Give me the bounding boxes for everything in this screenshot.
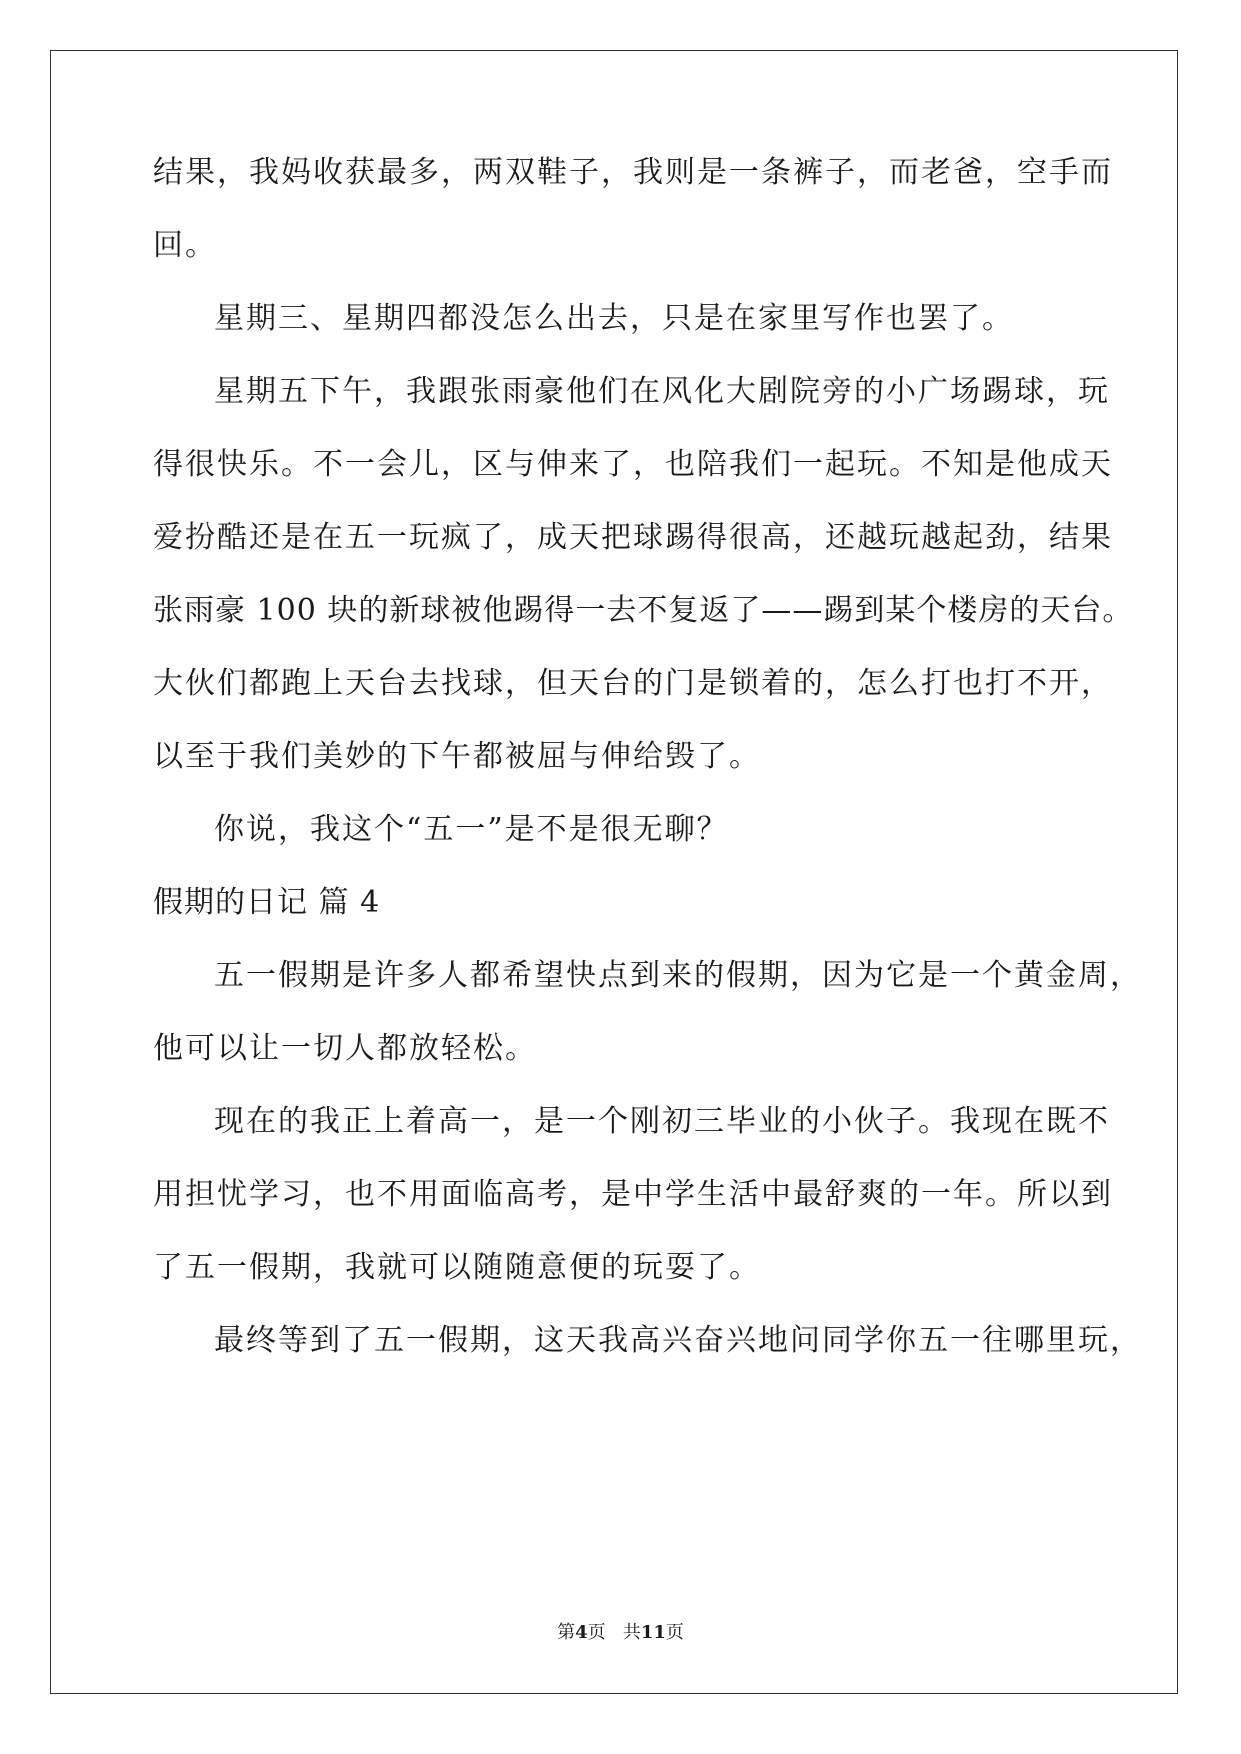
text-line: 张雨豪 100 块的新球被他踢得一去不复返了——踢到某个楼房的天台。 bbox=[153, 593, 1134, 628]
page-suffix: 页 bbox=[587, 1622, 606, 1643]
text-line: 爱扮酷还是在五一玩疯了，成天把球踢得很高，还越玩越起劲，结果 bbox=[153, 520, 1113, 555]
page-footer bbox=[0, 1621, 1241, 1645]
paragraph-start: 最终等到了五一假期，这天我高兴奋兴地问同学你五一往哪里玩， bbox=[214, 1323, 1142, 1358]
page-prefix: 第 bbox=[557, 1622, 576, 1643]
total-prefix: 共 bbox=[622, 1622, 641, 1643]
text-line: 结果，我妈收获最多，两双鞋子，我则是一条裤子，而老爸，空手而 bbox=[153, 155, 1113, 190]
paragraph-start: 你说，我这个“五一”是不是很无聊？ bbox=[214, 812, 729, 847]
paragraph-start: 现在的我正上着高一，是一个刚初三毕业的小伙子。我现在既不 bbox=[214, 1104, 1110, 1139]
text-line: 以至于我们美妙的下午都被屈与伸给毁了。 bbox=[153, 739, 761, 774]
paragraph-start: 星期五下午，我跟张雨豪他们在风化大剧院旁的小广场踢球，玩 bbox=[214, 374, 1110, 409]
page-number: 4 bbox=[575, 1622, 588, 1643]
text-line: 得很快乐。不一会儿，区与伸来了，也陪我们一起玩。不知是他成天 bbox=[153, 447, 1113, 482]
text-line: 大伙们都跑上天台去找球，但天台的门是锁着的，怎么打也打不开， bbox=[153, 666, 1113, 701]
total-suffix: 页 bbox=[665, 1622, 684, 1643]
section-heading: 假期的日记 篇 4 bbox=[153, 885, 381, 920]
text-line: 回。 bbox=[153, 228, 217, 263]
text-line: 用担忧学习，也不用面临高考，是中学生活中最舒爽的一年。所以到 bbox=[153, 1177, 1113, 1212]
page-border bbox=[50, 50, 1178, 1694]
paragraph-start: 星期三、星期四都没怎么出去，只是在家里写作也罢了。 bbox=[214, 301, 1014, 336]
paragraph-start: 五一假期是许多人都希望快点到来的假期，因为它是一个黄金周， bbox=[214, 958, 1142, 993]
total-pages: 11 bbox=[640, 1622, 666, 1643]
text-line: 他可以让一切人都放轻松。 bbox=[153, 1031, 537, 1066]
text-line: 了五一假期，我就可以随随意便的玩耍了。 bbox=[153, 1250, 761, 1285]
